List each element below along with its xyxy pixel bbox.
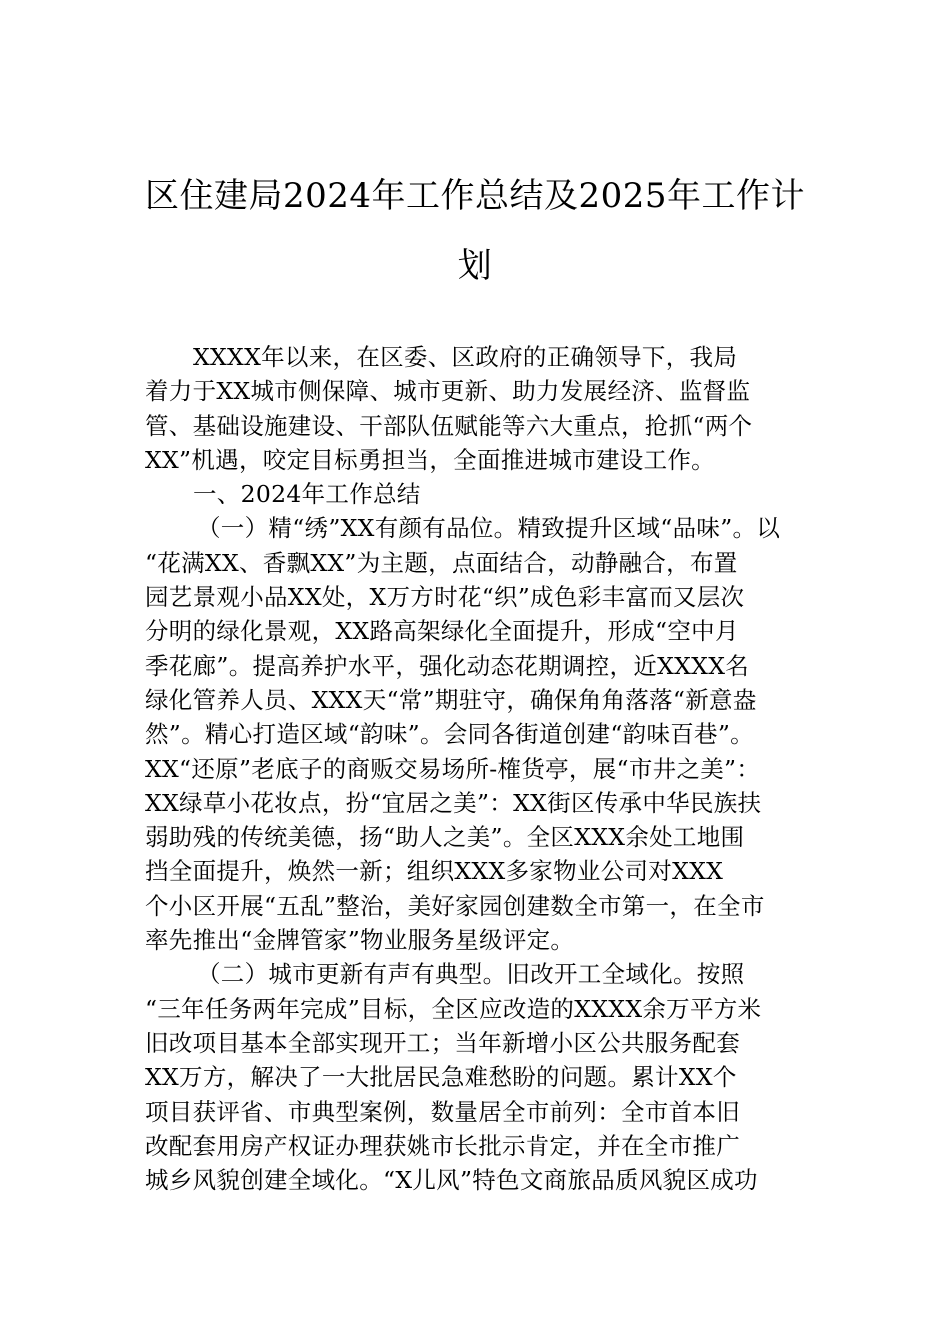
- paragraph-two-line: XX万方，解决了一大批居民急难愁盼的问题。累计XX个: [145, 1063, 737, 1092]
- paragraph-one-line: 分明的绿化景观，XX路高架绿化全面提升，形成“空中月: [145, 617, 739, 646]
- paragraph-one-line: 绿化管养人员、XXX天“常”期驻守，确保角角落落“新意盎: [145, 685, 757, 714]
- paragraph-intro-line: 管、基础设施建设、干部队伍赋能等六大重点，抢抓“两个: [145, 411, 753, 440]
- paragraph-one-line: 然”。精心打造区域“韵味”。会同各街道创建“韵味百巷”。: [145, 720, 754, 749]
- paragraph-intro-line: XX”机遇，咬定目标勇担当，全面推进城市建设工作。: [145, 445, 715, 474]
- document-title-line-2: 划: [457, 246, 493, 286]
- paragraph-two-line: 城乡风貌创建全域化。“X儿风”特色文商旅品质风貌区成功: [145, 1166, 758, 1195]
- paragraph-one-line: XX绿草小花妆点，扮“宜居之美”：XX街区传承中华民族扶: [145, 788, 762, 817]
- paragraph-one-line: 率先推出“金牌管家”物业服务星级评定。: [145, 926, 575, 955]
- paragraph-one-line: 园艺景观小品XX处，X万方时花“织”成色彩丰富而又层次: [145, 583, 745, 612]
- paragraph-two-line: 改配套用房产权证办理获姚市长批示肯定，并在全市推广: [145, 1131, 740, 1160]
- document-title-line-1: 区住建局2024年工作总结及2025年工作计: [144, 176, 806, 216]
- section-heading: 一、2024年工作总结: [193, 480, 421, 509]
- paragraph-one-line: 季花廊”。提高养护水平，强化动态花期调控，近XXXX名: [145, 651, 750, 680]
- paragraph-two-line: （二）城市更新有声有典型。旧改开工全域化。按照: [197, 960, 745, 989]
- paragraph-intro-line: 着力于XX城市侧保障、城市更新、助力发展经济、监督监: [145, 377, 751, 406]
- paragraph-intro-line: XXXX年以来，在区委、区政府的正确领导下，我局: [193, 343, 738, 371]
- paragraph-one-line: 个小区开展“五乱”整治，美好家园创建数全市第一，在全市: [145, 891, 765, 920]
- paragraph-one-line: XX“还原”老底子的商贩交易场所-榷货亭，展“市井之美”：: [145, 754, 761, 783]
- paragraph-one-line: （一）精“绣”XX有颜有品位。精致提升区域“品味”。以: [197, 514, 781, 543]
- document-body: [145, 340, 825, 1197]
- paragraph-one-line: “花满XX、香飘XX”为主题，点面结合，动静融合，布置: [145, 548, 738, 577]
- paragraph-one-line: 弱助残的传统美德，扬“助人之美”。全区XXX余处工地围: [145, 823, 745, 852]
- paragraph-two-line: “三年任务两年完成”目标，全区应改造的XXXX余万平方米: [145, 994, 762, 1023]
- paragraph-two-line: 旧改项目基本全部实现开工；当年新增小区公共服务配套: [145, 1028, 740, 1057]
- paragraph-two-line: 项目获评省、市典型案例，数量居全市前列：全市首本旧: [145, 1097, 740, 1126]
- paragraph-one-line: 挡全面提升，焕然一新；组织XXX多家物业公司对XXX: [145, 857, 724, 886]
